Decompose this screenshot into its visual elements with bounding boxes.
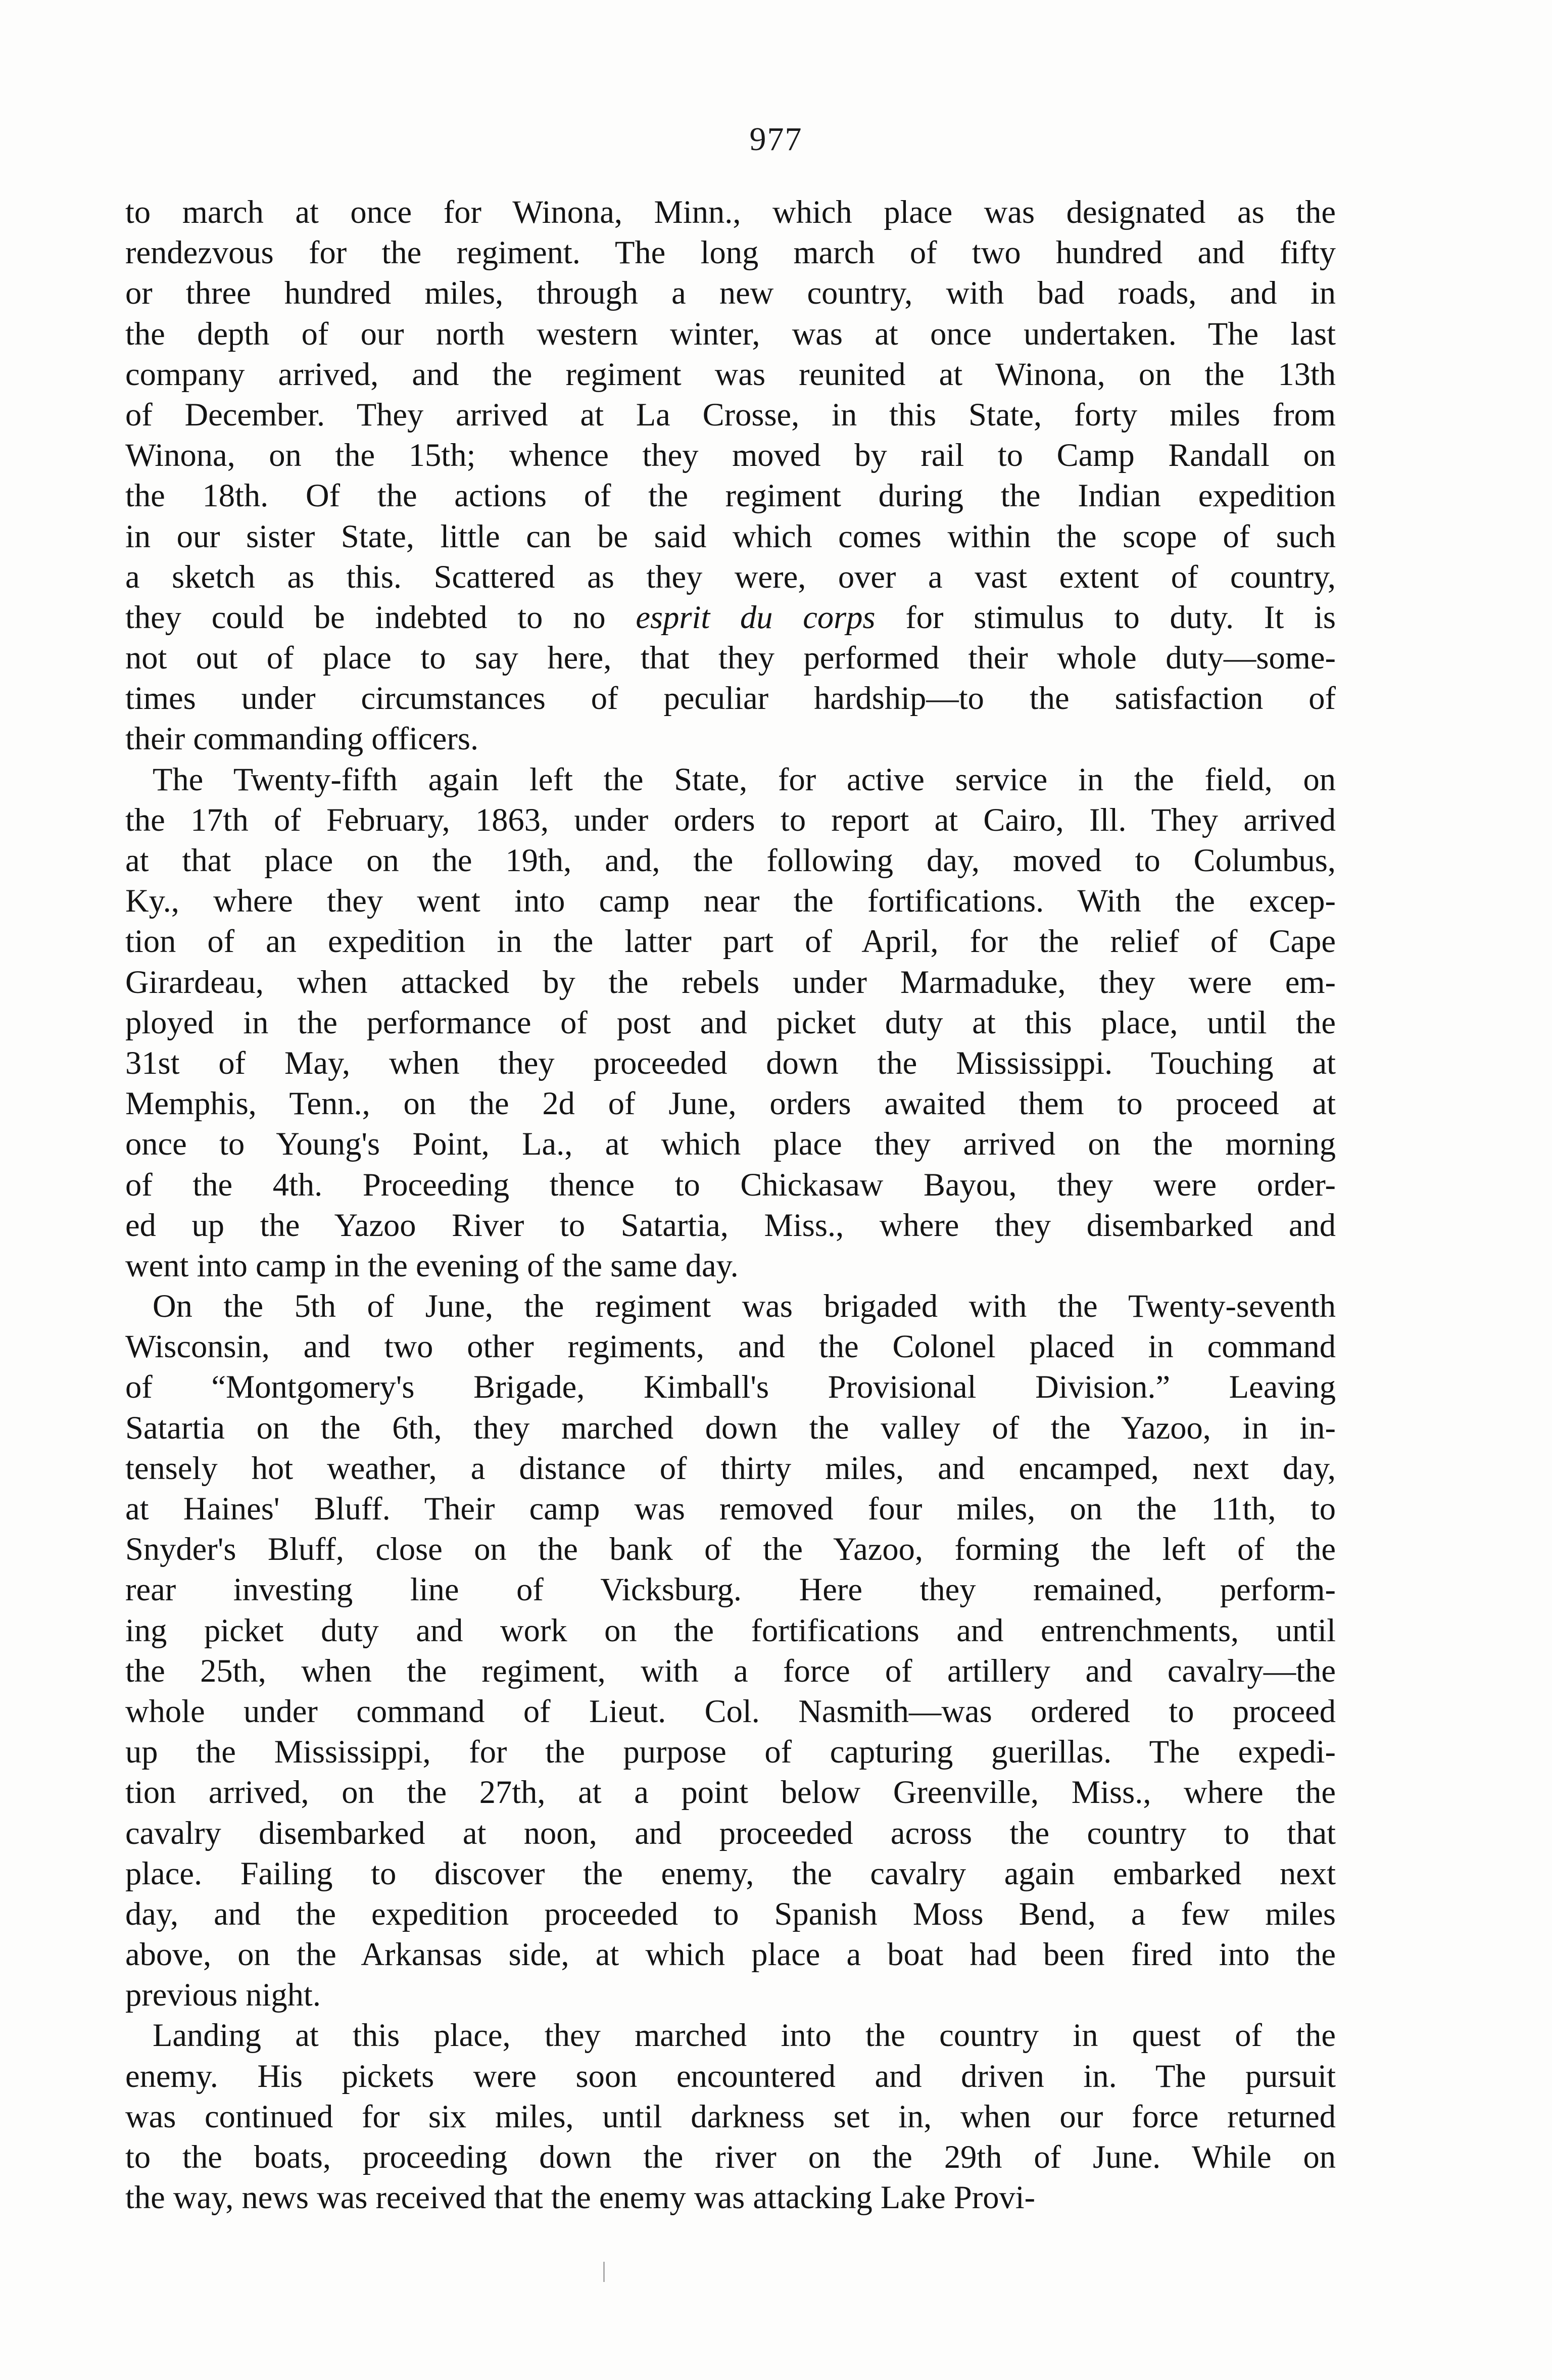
paragraph xyxy=(125,759,1336,1286)
text-line: not out of place to say here, that they performed their whole duty—some- xyxy=(125,640,1336,676)
text-line: tion of an expedition in the latter part of April, for the relief of Cape xyxy=(125,923,1336,960)
paragraph xyxy=(125,1286,1336,2015)
text-line: above, on the Arkansas side, at which place a boat had been fired into the xyxy=(125,1936,1336,1973)
text-line: ed up the Yazoo River to Satartia, Miss., where they disembarked and xyxy=(125,1207,1336,1243)
text-line: ing picket duty and work on the fortifications and entrenchments, until xyxy=(125,1612,1336,1648)
body-text xyxy=(125,192,1336,2218)
text-line: Girardeau, when attacked by the rebels under Marmaduke, they were em- xyxy=(125,964,1336,1000)
text-line: Memphis, Tenn., on the 2d of June, orders awaited them to proceed at xyxy=(125,1085,1336,1122)
text-line: Landing at this place, they marched into the country in quest of the xyxy=(153,2017,1336,2054)
text-line: tensely hot weather, a distance of thirty miles, and encamped, next day, xyxy=(125,1450,1336,1486)
text-line: was continued for six miles, until darkness set in, when our force returned xyxy=(125,2098,1336,2134)
text-line: the 18th. Of the actions of the regiment during the Indian expedition xyxy=(125,478,1336,514)
text-line: Ky., where they went into camp near the fortifications. With the excep- xyxy=(125,883,1336,919)
text-line: day, and the expedition proceeded to Spanish Moss Bend, a few miles xyxy=(125,1895,1336,1932)
paragraph xyxy=(125,192,1336,759)
italic-phrase: esprit du corps xyxy=(636,599,876,635)
text-line: at that place on the 19th, and, the following day, moved to Columbus, xyxy=(125,842,1336,878)
text-line: a sketch as this. Scattered as they were, over a vast extent of country, xyxy=(125,558,1336,595)
text-line: Snyder's Bluff, close on the bank of the Yazoo, forming the left of the xyxy=(125,1531,1336,1567)
scan-mark xyxy=(603,2262,605,2282)
text-line: to the boats, proceeding down the river on the 29th of June. While on xyxy=(125,2139,1336,2175)
text-line: up the Mississippi, for the purpose of capturing guerillas. The expedi- xyxy=(125,1734,1336,1770)
text-line: previous night. xyxy=(125,1977,321,2013)
text-line: enemy. His pickets were soon encountered and driven in. The pursuit xyxy=(125,2058,1336,2094)
text-line: Winona, on the 15th; whence they moved by rail to Camp Randall on xyxy=(125,437,1336,473)
text-line: rendezvous for the regiment. The long march of two hundred and fifty xyxy=(125,234,1336,271)
text-line: times under circumstances of peculiar hardship—to the satisfaction of xyxy=(125,680,1336,717)
text-line: of December. They arrived at La Crosse, in this State, forty miles from xyxy=(125,396,1336,433)
text-line: the 25th, when the regiment, with a force of artillery and cavalry—the xyxy=(125,1652,1336,1689)
text-line: The Twenty-fifth again left the State, for active service in the field, on xyxy=(153,761,1336,797)
page-number: 977 xyxy=(749,121,803,158)
text-line: in our sister State, little can be said which comes within the scope of such xyxy=(125,518,1336,554)
text-line: Wisconsin, and two other regiments, and the Colonel placed in command xyxy=(125,1328,1336,1365)
text-line: at Haines' Bluff. Their camp was removed four miles, on the 11th, to xyxy=(125,1491,1336,1527)
text-line: went into camp in the evening of the same day. xyxy=(125,1247,739,1283)
text-line: ployed in the performance of post and picket duty at this place, until the xyxy=(125,1004,1336,1040)
text-line: or three hundred miles, through a new country, with bad roads, and in xyxy=(125,275,1336,311)
text-line: the depth of our north western winter, was at once undertaken. The last xyxy=(125,315,1336,352)
text-line: of the 4th. Proceeding thence to Chickasaw Bayou, they were order- xyxy=(125,1166,1336,1203)
text-line: whole under command of Lieut. Col. Nasmith—was ordered to proceed xyxy=(125,1693,1336,1729)
text-line: tion arrived, on the 27th, at a point below Greenville, Miss., where the xyxy=(125,1774,1336,1811)
text-line: company arrived, and the regiment was reunited at Winona, on the 13th xyxy=(125,356,1336,392)
text-line: On the 5th of June, the regiment was brigaded with the Twenty-seventh xyxy=(153,1288,1336,1324)
text-line: the way, news was received that the enemy was attacking Lake Provi- xyxy=(125,2179,1036,2216)
text-line: place. Failing to discover the enemy, the cavalry again embarked next xyxy=(125,1855,1336,1891)
text-line: cavalry disembarked at noon, and proceeded across the country to that xyxy=(125,1815,1336,1851)
paragraph xyxy=(125,2015,1336,2218)
text-line: 31st of May, when they proceeded down the Mississippi. Touching at xyxy=(125,1044,1336,1081)
text-line: rear investing line of Vicksburg. Here they remained, perform- xyxy=(125,1572,1336,1608)
text-line: the 17th of February, 1863, under orders to report at Cairo, Ill. They arrived xyxy=(125,801,1336,838)
text-line: their commanding officers. xyxy=(125,721,479,757)
text-line: to march at once for Winona, Minn., which place was designated as the xyxy=(125,194,1336,230)
text-line: Satartia on the 6th, they marched down the valley of the Yazoo, in in- xyxy=(125,1409,1336,1446)
text-line: of “Montgomery's Brigade, Kimball's Provisional Division.” Leaving xyxy=(125,1369,1336,1405)
text-line: they could be indebted to no esprit du corps for stimulus to duty. It is xyxy=(125,599,1336,635)
text-line: once to Young's Point, La., at which place they arrived on the morning xyxy=(125,1126,1336,1162)
